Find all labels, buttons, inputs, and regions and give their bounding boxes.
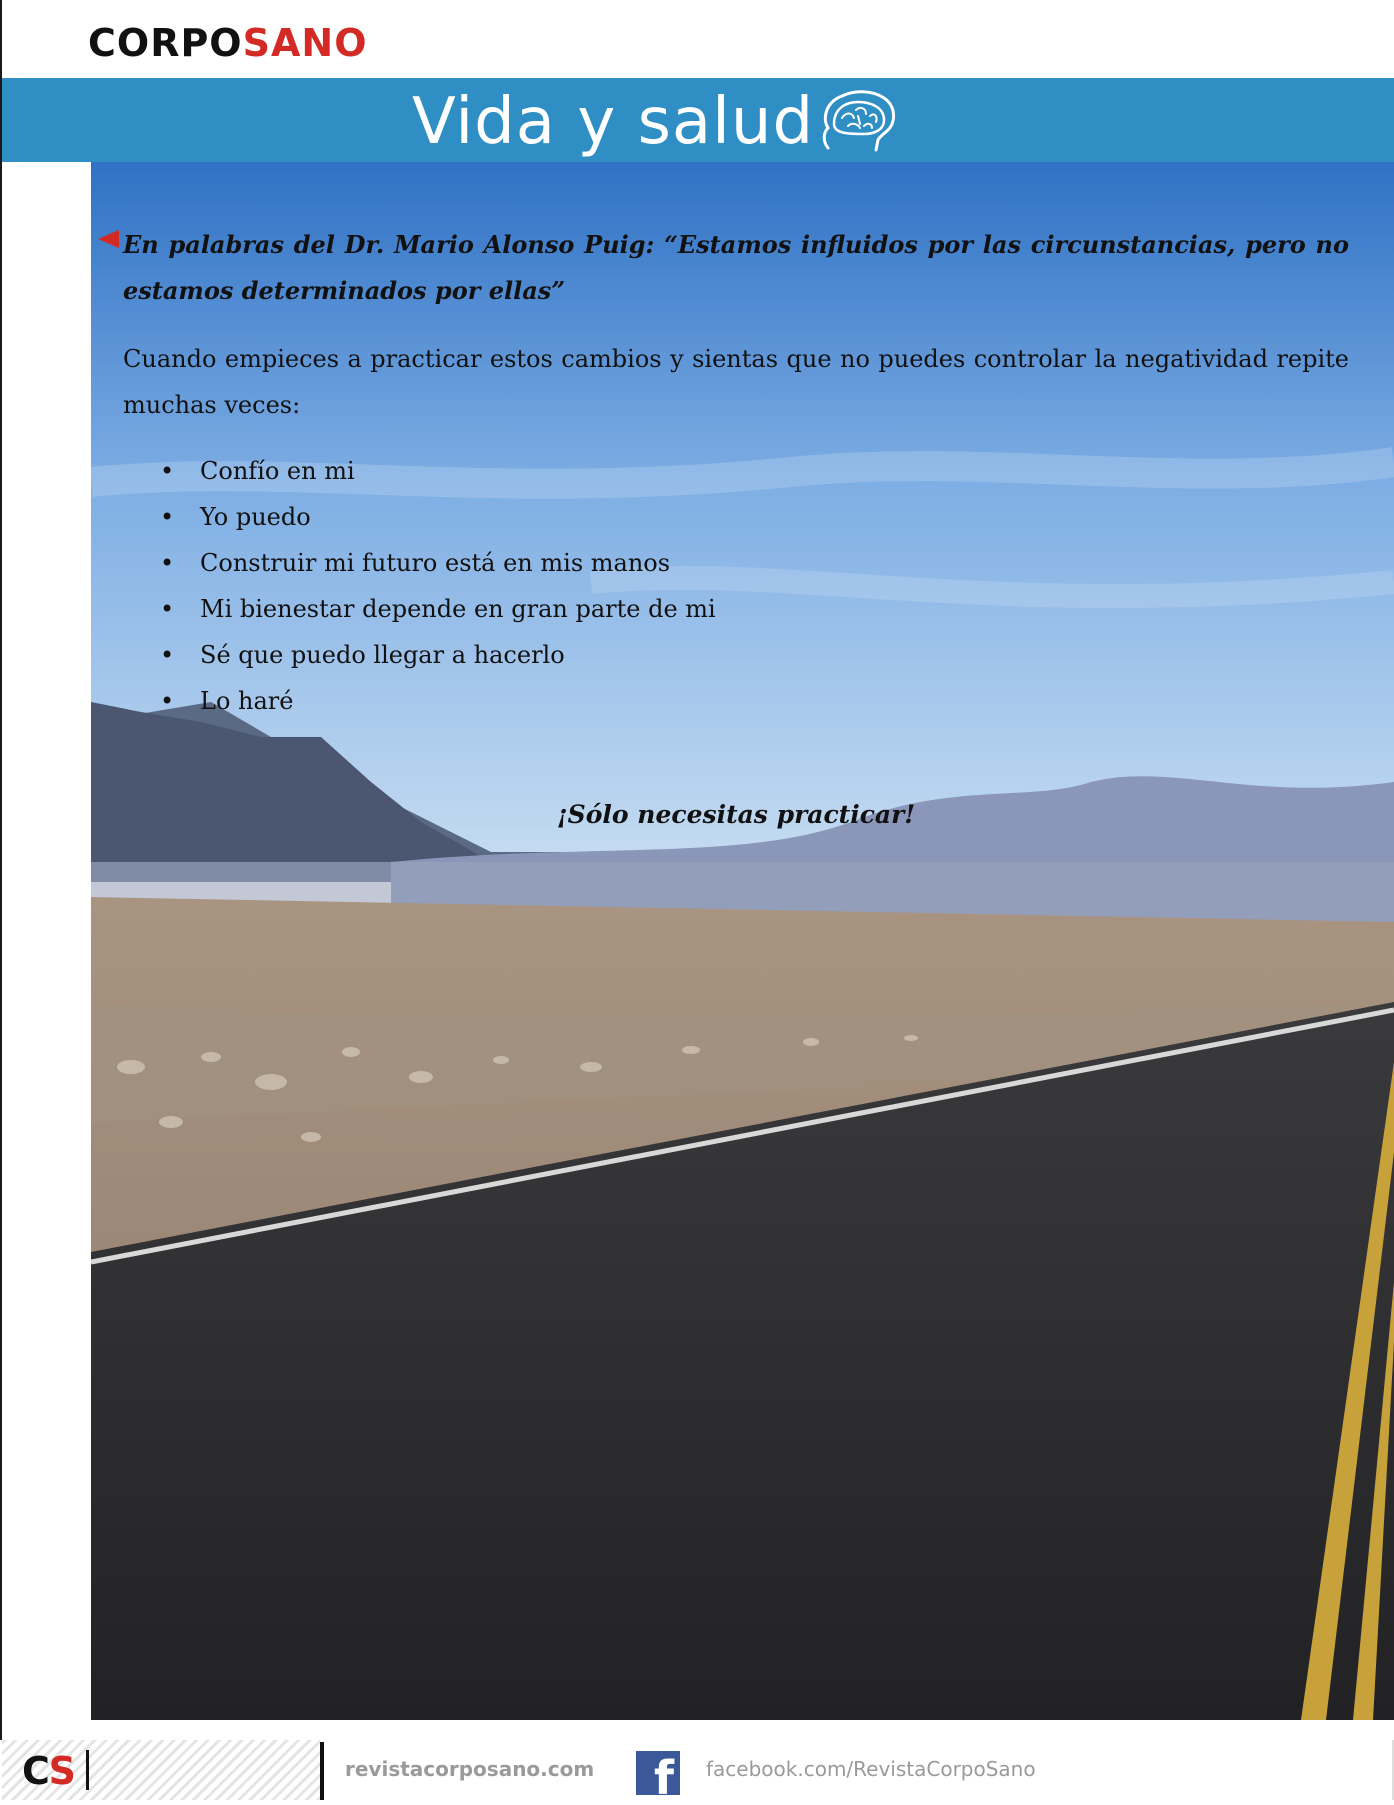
cs-logo[interactable] [22,1748,74,1794]
facebook-icon[interactable] [636,1751,680,1805]
facebook-glyph: f [653,1751,674,1805]
list-item: • Confío en mi [160,448,716,494]
quote-arrow-icon [98,230,119,248]
facebook-link[interactable]: facebook.com/RevistaCorpoSano [706,1757,1036,1781]
list-item: • Mi bienestar depende en gran parte de mi [160,586,716,632]
closing-line: ¡Sólo necesitas practicar! [556,800,916,829]
list-item: • Sé que puedo llegar a hacerlo [160,632,716,678]
affirmations-list [160,448,716,724]
list-item: • Lo haré [160,678,716,724]
cs-logo-s: S [48,1749,74,1793]
section-title: Vida y salud [412,85,815,159]
logo-word-sano: SANO [242,21,368,65]
logo-word-corpo: CORPO [88,21,243,65]
corposano-logo[interactable] [88,20,368,66]
page-left-rule [0,0,2,1800]
cs-logo-c: C [22,1749,49,1793]
brain-head-icon [820,88,898,154]
website-link[interactable]: revistacorposano.com [345,1757,595,1781]
list-item: • Construir mi futuro está en mis manos [160,540,716,586]
pull-quote: En palabras del Dr. Mario Alonso Puig: “Estamos influidos por las circunstancias, pero no estamos determinados por ellas” [123,230,1349,305]
page-footer [0,1740,1394,1805]
list-item: • Yo puedo [160,494,716,540]
footer-divider [320,1742,324,1800]
footer-divider [86,1750,89,1790]
intro-paragraph: Cuando empieces a practicar estos cambios y sientas que no puedes controlar la negatividad repite muchas veces: [123,345,1349,419]
